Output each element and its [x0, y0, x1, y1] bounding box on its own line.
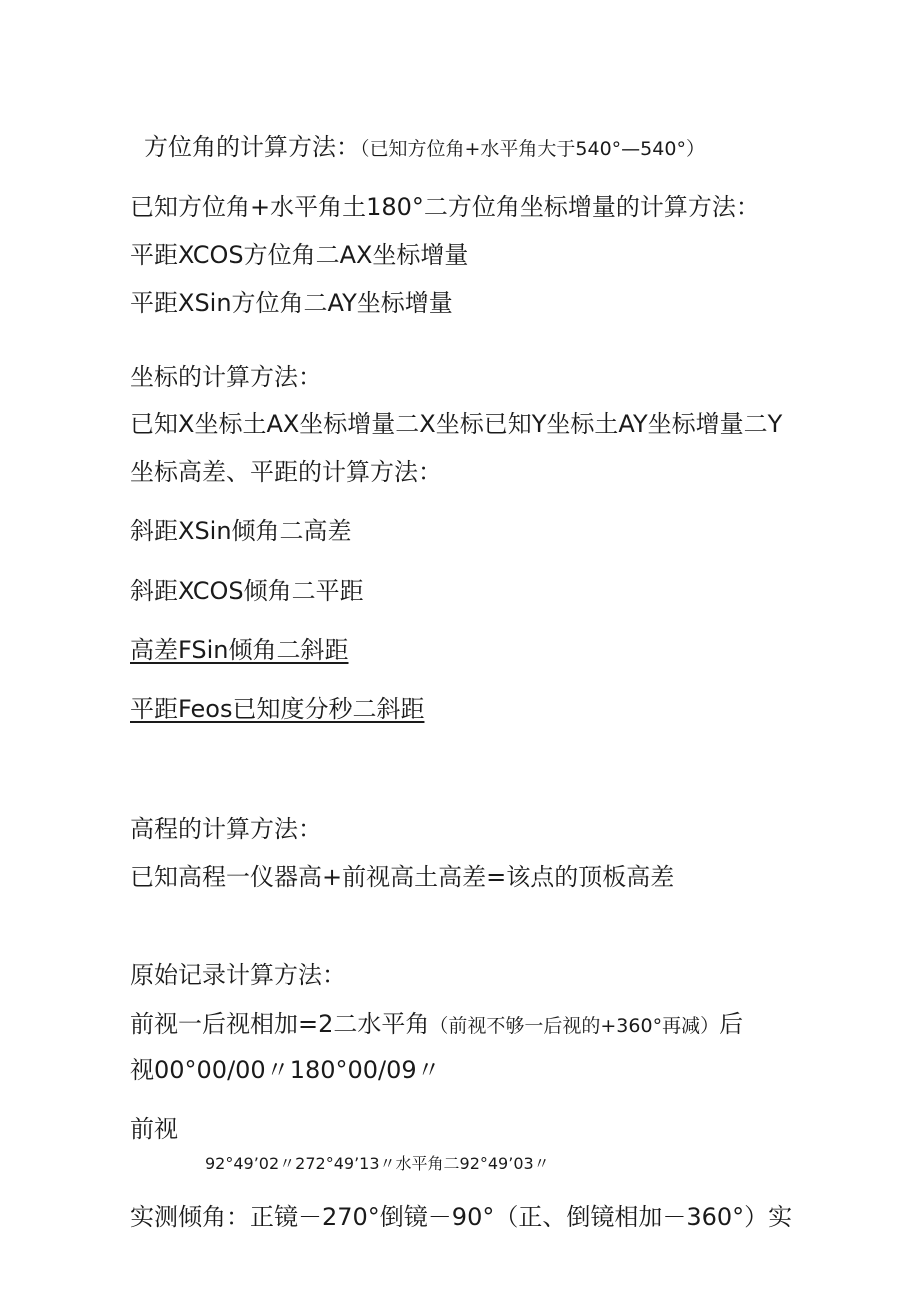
- text-line: 已知方位角+水平角土180°二方位角坐标增量的计算方法：: [130, 193, 760, 221]
- formula-line-underlined: 高差FSin倾角二斜距: [130, 636, 349, 664]
- heading-azimuth-label: 方位角的计算方法：: [144, 133, 360, 161]
- heading-azimuth-note: （已知方位角+水平角大于540°—540°）: [360, 138, 705, 160]
- text-line: [130, 1009, 743, 1041]
- heading-azimuth-method: [144, 132, 705, 164]
- formula-line: 平距XCOS方位角二AX坐标增量: [130, 241, 469, 269]
- raw-record-formula: 前视一后视相加=2二水平角: [130, 1010, 430, 1038]
- formula-line: 斜距XSin倾角二高差: [130, 517, 352, 545]
- raw-record-continuation: 后: [719, 1010, 744, 1038]
- section-heading-height-distance: 坐标高差、平距的计算方法：: [130, 458, 442, 486]
- formula-line: 斜距XCOS倾角二平距: [130, 577, 364, 605]
- text-line: 前视: [130, 1115, 178, 1143]
- section-heading-coordinates: 坐标的计算方法：: [130, 363, 322, 391]
- formula-line: 已知X坐标土AX坐标增量二X坐标已知Y坐标土AY坐标增量二Y: [130, 410, 783, 438]
- text-line: 视00°00/00〃180°00/09〃: [130, 1056, 441, 1084]
- section-heading-elevation: 高程的计算方法：: [130, 815, 322, 843]
- raw-record-note: （前视不够一后视的+360°再减）: [429, 1015, 720, 1037]
- section-heading-raw-record: 原始记录计算方法：: [130, 961, 346, 989]
- formula-line-underlined: 平距Feos已知度分秒二斜距: [130, 695, 425, 723]
- reading-line: 92°49’02〃272°49’13〃水平角二92°49’03〃: [205, 1154, 550, 1173]
- formula-line: 已知高程一仪器高+前视高土高差=该点的顶板高差: [130, 863, 675, 891]
- text-line: 实测倾角：正镜－270°倒镜－90°（正、倒镜相加－360°）实: [130, 1203, 793, 1231]
- formula-line: 平距XSin方位角二AY坐标增量: [130, 289, 453, 317]
